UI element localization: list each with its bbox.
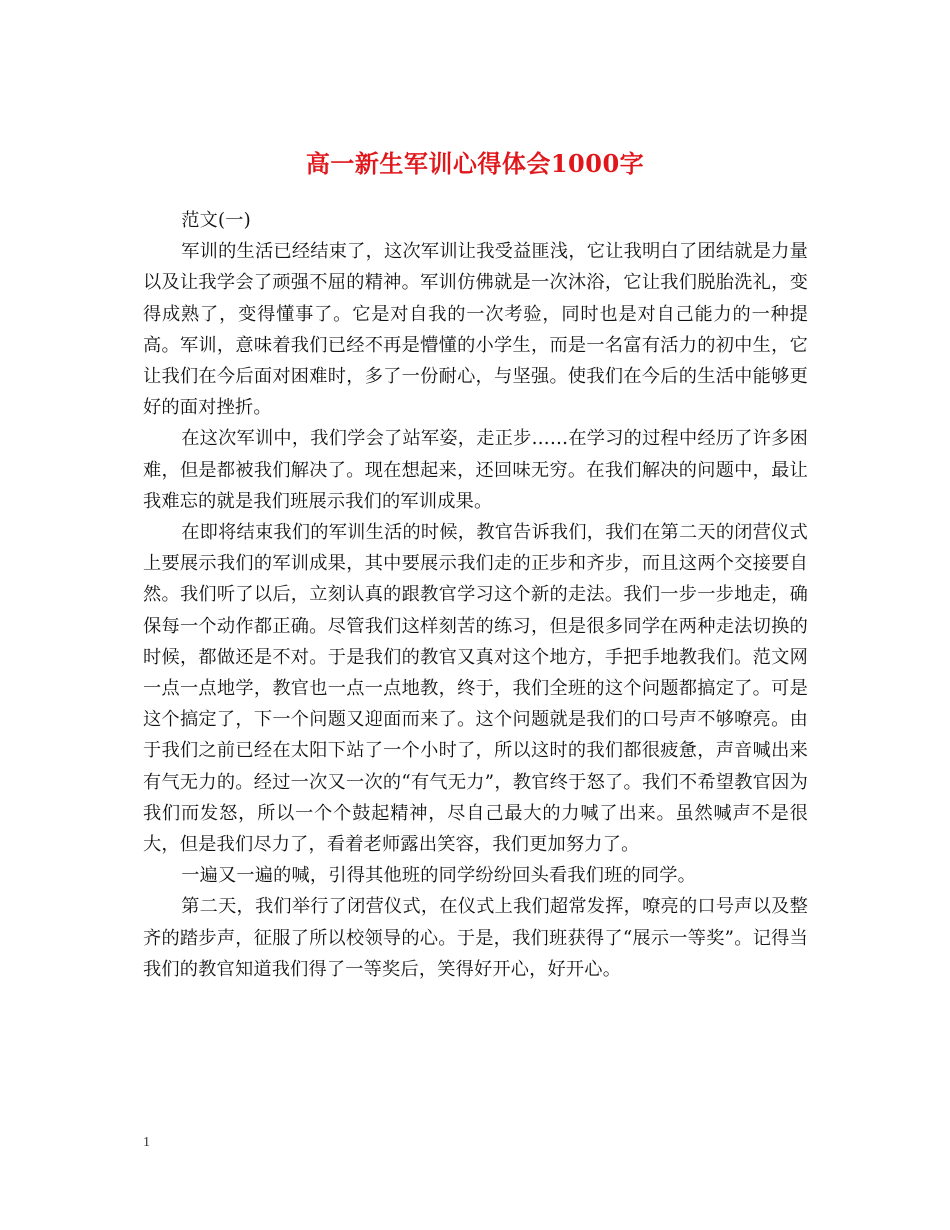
document-body: [143, 205, 808, 985]
paragraph: 在这次军训中，我们学会了站军姿，走正步……在学习的过程中经历了许多困难，但是都被我们解决了。现在想起来，还回味无穷。在我们解决的问题中，最让我难忘的就是我们班展示我们的军训成果。: [143, 428, 808, 512]
paragraph: 一遍又一遍的喊，引得其他班的同学纷纷回头看我们班的同学。: [181, 865, 697, 887]
document-title: 高一新生军训心得体会1000字: [305, 149, 645, 179]
paragraph: 在即将结束我们的军训生活的时候，教官告诉我们，我们在第二天的闭营仪式上要展示我们的军训成果，其中要展示我们走的正步和齐步，而且这两个交接要自然。我们听了以后，立刻认真的跟教官学习这个新的走法。我们一步一步地走，确保每一个动作都正确。尽管我们这样刻苦的练习，但是很多同学在两种走法切换的时候，都做还是不对。于是我们的教官又真对这个地方，手把手地教我们。范文网一点一点地学，教官也一点一点地教，终于，我们全班的这个问题都搞定了。可是这个搞定了，下一个问题又迎面而来了。这个问题就是我们的口号声不够嘹亮。由于我们之前已经在太阳下站了一个小时了，所以这时的我们都很疲惫，声音喊出来有气无力的。经过一次又一次的“有气无力”，教官终于怒了。我们不希望教官因为我们而发怒，所以一个个鼓起精神，尽自己最大的力喊了出来。虽然喊声不是很大，但是我们尽力了，看着老师露出笑容，我们更加努力了。: [143, 522, 808, 856]
page-number: 1: [143, 1135, 150, 1150]
paragraph: 第二天，我们举行了闭营仪式，在仪式上我们超常发挥，嘹亮的口号声以及整齐的踏步声，征服了所以校领导的心。于是，我们班获得了“展示一等奖”。记得当我们的教官知道我们得了一等奖后，笑得好开心，好开心。: [143, 896, 808, 980]
paragraph: 军训的生活已经结束了，这次军训让我受益匪浅，它让我明白了团结就是力量以及让我学会了顽强不屈的精神。军训仿佛就是一次沐浴，它让我们脱胎洗礼，变得成熟了，变得懂事了。它是对自我的一次考验，同时也是对自己能力的一种提高。军训，意味着我们已经不再是懵懂的小学生，而是一名富有活力的初中生，它让我们在今后面对困难时，多了一份耐心，与坚强。使我们在今后的生活中能够更好的面对挫折。: [143, 241, 808, 419]
section-heading: 范文(一): [181, 210, 251, 231]
